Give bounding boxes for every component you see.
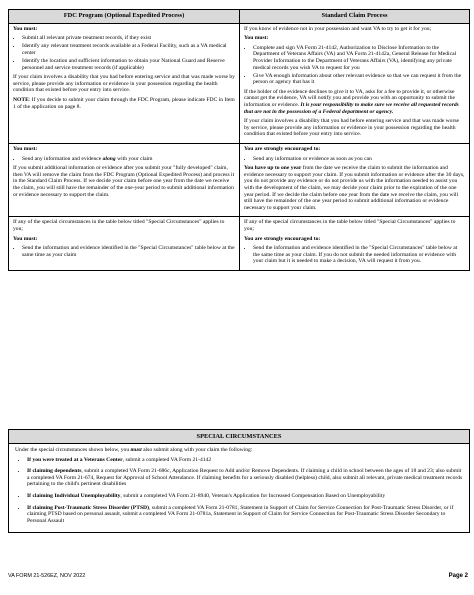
- list-item: • Submit all relevant private treatment records, if they exist: [22, 35, 235, 42]
- item-text: , submit a completed VA Form 21-686c, Application Request to Add and/or Remove Dependents. If claiming a child in school between the ages of 18 and 23; also submit a completed VA Form 21-674, Request for Approval of School Attendance. If claiming benefits for a seriously disabled (helpless) child, also submit all relevant, private medical treatment records pertaining to the child's pertinent disabilities: [27, 468, 463, 488]
- preexisting-condition-paragraph: If your claim involves a disability that you had before entering service and that was made worse by service, please provide any information or evidence in your possession regarding the health condition that existed before your entry into service.: [13, 74, 235, 94]
- preexisting-condition-paragraph: If your claim involves a disability that you had before entering service and that was made worse by service, please provide any information or evidence in your possession regarding the health condition that existed before your entry into service.: [244, 118, 459, 138]
- standard-special-list: [244, 245, 465, 265]
- page-footer: [8, 573, 468, 579]
- bullet-text: with your claim: [115, 155, 153, 162]
- fdc-special-cell: [9, 217, 239, 270]
- table-header-row: [9, 10, 469, 23]
- fdc-removal-paragraph: If you submit additional information or evidence after you submit your "fully developed" claim, then VA will remove the claim from the FDC Program (Optional Expedited Process) and process it in the Standard Claim Process. If we decide your claim before one year from the date we receive the claim, you will still have the remainder of the one-year period to submit additional information or evidence necessary to support the claim.: [13, 165, 235, 198]
- list-item: • Send any information or evidence as soon as you can: [253, 156, 465, 163]
- page-number: Page 2: [448, 573, 468, 579]
- must-emphasis: must: [130, 447, 142, 453]
- list-item: • Complete and sign VA Form 21-4142, Authorization to Disclose Information to the Department of Veterans Affairs (VA) and VA Form 21-4142a, General Release for Medical Provider Information to the Department of Veterans Affairs (VA), identifying any private medical records you wish VA to request for you: [253, 45, 465, 71]
- list-item: [22, 156, 235, 163]
- list-item: • Identify any relevant treatment records available at a Federal Facility, such as a VA medical center: [22, 43, 235, 56]
- intro-text: also submit along with your claim the following:: [141, 447, 253, 453]
- evidence-intro: If you know of evidence not in your possession and want VA to try to get it for you;: [244, 25, 432, 32]
- along-emphasis: along: [102, 155, 116, 162]
- list-item: [27, 505, 463, 525]
- special-circumstances-table: [8, 429, 470, 533]
- note-text: : If you decide to submit your claim through the FDC Program, please indicate FDC in Item 1 of the application on page 8.: [13, 96, 235, 110]
- special-intro: If any of the special circumstances in the table below titled "Special Circumstances" applies to you;: [13, 219, 225, 232]
- you-must-label: You must:: [244, 35, 269, 42]
- note-label: NOTE: [13, 96, 29, 103]
- one-year-label: You have up to one year: [244, 165, 302, 172]
- item-heading: If claiming Post-Traumatic Stress Disorder (PTSD): [27, 504, 149, 511]
- table-row: [9, 143, 469, 216]
- table-row: [9, 23, 469, 143]
- standard-special-cell: [239, 217, 469, 270]
- item-text: , submit a completed VA Form 21-8940, Veteran's Application for Increased Compensation Based on Unemployability: [120, 492, 386, 499]
- encouraged-label: You are strongly encouraged to:: [244, 146, 321, 152]
- standard-requirements-cell: [239, 24, 469, 143]
- one-year-text: from the date we receive the claim to submit the information and evidence necessary to support your claim. If you submit information or evidence after the 30 days, you do not provide any evidence or do not provide us with the information needed to assist you with the development of the claim, we may decide your claim prior to the expiration of the one year period. If we decide the claim before one year from the date we receive the claim, you will still have the remainder of the one year period to submit additional information or evidence necessary to support your claim.: [244, 165, 465, 211]
- one-year-paragraph: [244, 165, 465, 211]
- intro-text: Under the special circumstances shown below, you: [15, 447, 131, 453]
- fdc-evidence-cell: [9, 144, 239, 216]
- list-item: [27, 493, 463, 500]
- special-circumstances-list: [15, 457, 463, 525]
- holder-declines-paragraph: [244, 89, 465, 115]
- item-heading: If you were treated at a Veterans Center: [27, 456, 123, 463]
- fdc-column-header: FDC Program (Optional Expedited Process): [9, 10, 239, 23]
- fdc-requirements-cell: [9, 24, 239, 143]
- holder-declines-text: If the holder of the evidence declines to give it to VA, asks for a fee to provide it, or otherwise cannot get the evidence, VA will notify you and provide you with an opportunity to submit the information or evidence.: [244, 88, 455, 109]
- standard-requirements-list: [244, 45, 465, 86]
- item-text: , submit a completed VA Form 21-0781, Statement in Support of Claim for Service Connection for Post-Traumatic Stress Disorder, or if claiming PTSD based on personal assault, submit a completed VA Form 21-0781a, Statement in Support of Claim for Service Connection for Post-Traumatic Stress Disorder Secondary to Personal Assault: [27, 504, 454, 524]
- bullet-text: Send any information and evidence: [22, 155, 103, 162]
- fdc-special-list: [13, 245, 235, 258]
- fdc-evidence-list: [13, 156, 235, 163]
- list-item: • Give VA enough information about other relevant evidence so that we can request it from the person or agency that has it: [253, 73, 465, 86]
- you-must-label: You must:: [13, 146, 38, 152]
- fdc-requirements-list: [13, 35, 235, 71]
- form-identifier: VA FORM 21-526EZ, NOV 2022: [8, 573, 86, 579]
- standard-evidence-list: [244, 156, 465, 163]
- standard-evidence-cell: [239, 144, 469, 216]
- list-item: [27, 468, 463, 488]
- special-circumstances-body: [9, 444, 469, 532]
- you-must-label: You must:: [13, 235, 38, 242]
- table-row: [9, 216, 469, 270]
- item-text: , submit a completed VA Form 21-4142: [122, 456, 212, 463]
- you-must-label: You must:: [13, 25, 38, 32]
- fdc-note: [13, 97, 235, 110]
- list-item: • Identify the location and sufficient information to obtain your National Guard and Reserve personnel and service treatment records (if applicable): [22, 58, 235, 71]
- claim-process-table: [8, 9, 470, 271]
- item-heading: If claiming Individual Unemployability: [27, 492, 121, 499]
- item-heading: If claiming dependents: [27, 468, 82, 475]
- special-intro: If any of the special circumstances in the table below titled "Special Circumstances" applies to you;: [244, 219, 456, 232]
- list-item: • Send the information and evidence identified in the "Special Circumstances" table below at the same time as your claim: [22, 245, 235, 258]
- list-item: [27, 457, 463, 464]
- encouraged-label: You are strongly encouraged to:: [244, 235, 321, 242]
- standard-column-header: Standard Claim Process: [239, 10, 469, 23]
- special-circumstances-title: SPECIAL CIRCUMSTANCES: [9, 430, 469, 444]
- list-item: • Send the information and evidence identified in the "Special Circumstances" table below at the same time as your claim. If you do not submit the needed information or evidence with your claim but it is needed to make a decision, VA will request it from you.: [253, 245, 465, 265]
- responsibility-text: It is your responsibility to make sure we receive all requested records that are not in the possession of a Federal department or agency.: [244, 102, 459, 115]
- special-intro: [15, 447, 463, 454]
